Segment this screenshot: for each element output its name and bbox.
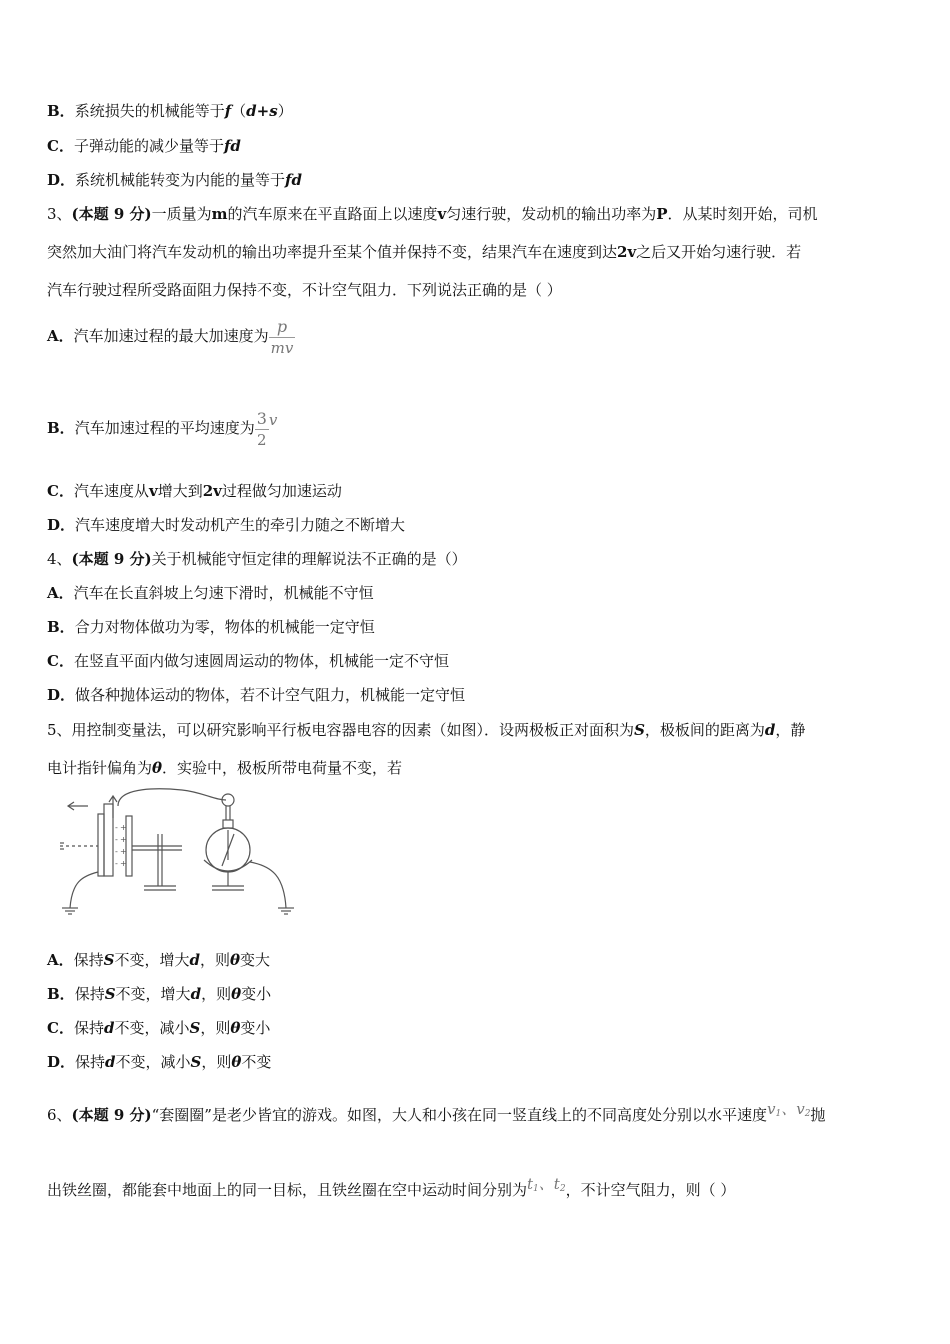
svg-text:-: - [115,847,118,856]
q4-option-b: B．合力对物体做功为零，物体的机械能一定守恒 [47,618,375,636]
q5-stem-line1: 5、用控制变量法，可以研究影响平行板电容器电容的因素（如图）．设两极板正对面积为S，极板间的距离为d，静 [47,721,806,739]
svg-text:+: + [120,859,127,868]
q4-option-a: A．汽车在长直斜坡上匀速下滑时，机械能不守恒 [47,584,374,602]
q3-option-c: C．汽车速度从v增大到2v过程做匀加速运动 [47,482,342,500]
svg-text:+: + [120,847,127,856]
q5-stem-line2: 电计指针偏角为θ．实验中，极板所带电荷量不变，若 [47,759,403,777]
q3-option-a: A．汽车加速过程的最大加速度为 $\frac{p}{mv}$ [47,316,294,357]
t2-symbol: $t_2$ [553,1175,566,1194]
q4-option-d: D．做各种抛体运动的物体，若不计空气阻力，机械能一定守恒 [47,686,466,704]
q3-stem-line3: 汽车行驶过程所受路面阻力保持不变，不计空气阻力．下列说法正确的是（ ） [47,281,562,299]
v2-symbol: $v_2$ [796,1100,811,1119]
q3-option-d: D．汽车速度增大时发动机产生的牵引力随之不断增大 [47,516,406,534]
q2-option-b: B．系统损失的机械能等于f（d+s） [47,102,293,120]
svg-text:+: + [120,823,127,832]
v1-symbol: $v_1$ [766,1100,782,1119]
q3-option-b: B．汽车加速过程的平均速度为 $\frac{3}{2}$ v [47,408,278,449]
q4-stem: 4、(本题 9 分)关于机械能守恒定律的理解说法不正确的是（） [47,550,467,568]
q4-option-c: C．在竖直平面内做匀速圆周运动的物体，机械能一定不守恒 [47,652,449,670]
q5-option-d: D．保持d不变，减小S，则θ不变 [47,1053,272,1071]
q5-option-b: B．保持S不变，增大d，则θ变小 [47,985,272,1003]
fraction-3-over-2: $\frac{3}{2}$ [256,408,267,449]
q3-stem-line1: 3、(本题 9 分)一质量为m的汽车原来在平直路面上以速度v匀速行驶，发动机的输出功率为P．从某时刻开始，司机 [47,205,818,223]
movable-plate [98,814,104,876]
plate-holder [104,804,113,876]
ground-wire-right [250,862,286,908]
fixed-plate [126,816,132,876]
electrometer-neck [223,820,233,828]
t1-symbol: $t_1$ [527,1175,539,1194]
svg-text:-: - [115,823,118,832]
fraction-p-over-mv: $\frac{p}{mv}$ [270,316,294,357]
q6-stem-line2: 出铁丝圈，都能套中地面上的同一目标，且铁丝圈在空中运动时间分别为$t_1$、$t_2$，不计空气阻力，则（ ） [47,1175,736,1199]
q5-option-a: A．保持S不变，增大d，则θ变大 [47,951,271,969]
electrometer-scale [204,860,252,871]
q3-stem-line2: 突然加大油门将汽车发动机的输出功率提升至某个值并保持不变，结果汽车在速度到达2v之后又开始匀速行驶．若 [47,243,802,261]
ground-wire-left [70,872,98,908]
svg-text:-: - [115,859,118,868]
svg-text:-: - [115,835,118,844]
q6-stem-line1: 6、(本题 9 分)“套圈圈”是老少皆宜的游戏。如图，大人和小孩在同一竖直线上的不同高度处分别以水平速度$v_1$、$v_2$抛 [47,1100,826,1124]
q5-option-c: C．保持d不变，减小S，则θ变小 [47,1019,271,1037]
svg-text:+: + [120,835,127,844]
q2-option-d: D．系统机械能转变为内能的量等于fd [47,171,302,189]
connecting-wire [118,789,226,806]
q2-option-c: C．子弹动能的减少量等于fd [47,137,241,155]
capacitor-electrometer-diagram [52,786,300,926]
